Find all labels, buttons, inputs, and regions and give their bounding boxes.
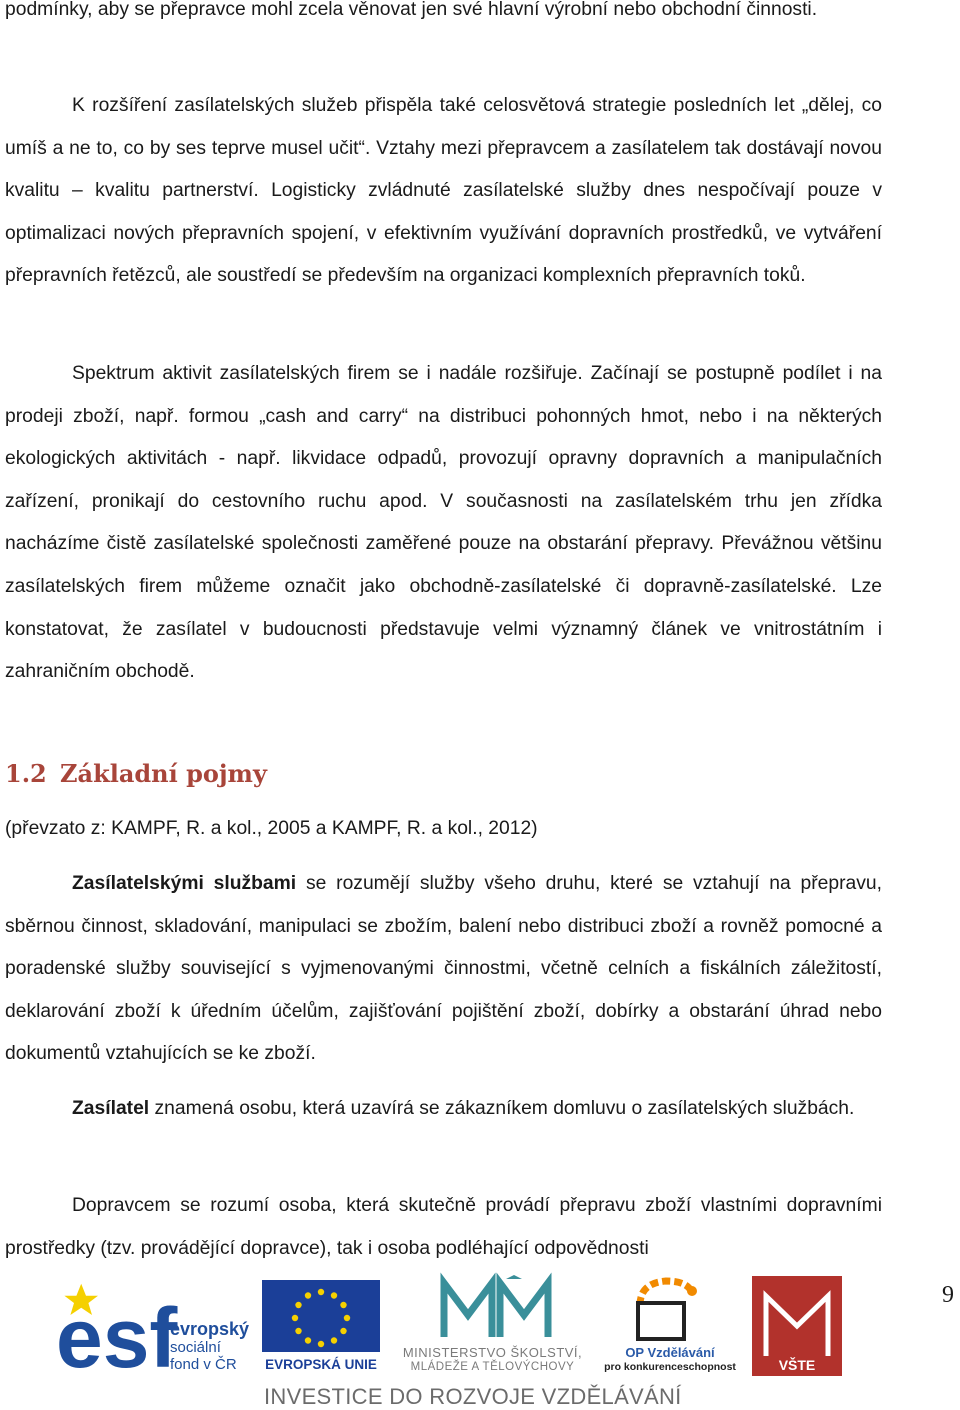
eu-label: EVROPSKÁ UNIE xyxy=(265,1357,377,1372)
op-vk-emblem-icon xyxy=(630,1275,710,1345)
msmt-logo xyxy=(390,1273,595,1373)
term-zasilatelske-sluzby: Zasílatelskými službami xyxy=(72,873,297,894)
eu-logo xyxy=(262,1280,380,1376)
eu-flag-icon xyxy=(262,1280,380,1352)
section-heading xyxy=(5,752,267,796)
definition-text: znamená osobu, která uzavírá se zákazníkem domluvu o zasílatelských službách. xyxy=(149,1098,855,1119)
definition-zasilatelske-sluzby xyxy=(5,863,882,1076)
vste-emblem-icon xyxy=(752,1276,842,1376)
definition-zasilatel xyxy=(5,1088,882,1131)
vste-label: VŠTE xyxy=(778,1357,816,1373)
term-zasilatel: Zasílatel xyxy=(72,1098,150,1119)
esf-line1: evropský xyxy=(170,1319,250,1339)
paragraph-spectrum: Spektrum aktivit zasílatelských firem se i nadále rozšiřuje. Začínají se postupně podílet i na prodeji zboží, např. formou „cash and carry“ na distribuci pohonných hmot, nebo i na některých ekologických aktivitách - např. likvidace odpadů, provozují opravny dopravních a manipulačních zařízení, pronikají do cestovního ruchu apod. V současnosti na zasílatelském trhu jen zřídka nacházíme čistě zasílatelské společnosti zaměřené pouze na obstarání přepravy. Převážnou většinu zasílatelských firem můžeme označit jako obchodně-zasílatelské či dopravně-zasílatelské. Lze konstatovat, že zasílatel v budoucnosti představuje velmi významný článek ve vnitrostátním i zahraničním obchodě. xyxy=(5,363,882,683)
esf-big-text: esf xyxy=(56,1291,178,1385)
definition-text: se rozumějí služby všeho druhu, které se vztahují na přepravu, sběrnou činnost, skladování, manipulaci se zbožím, balení nebo distribuci zboží a rovněž pomocné a poradenské služby související s vyjmenovanými činnostmi, včetně celních a fiskálních záležitostí, deklarování zboží k úředním účelům, zajišťování pojištění zboží, dobírky a obstarání úhrad nebo dokumentů vztahujících se ke zboží. xyxy=(5,873,882,1065)
msmt-line1: MINISTERSTVO ŠKOLSTVÍ, xyxy=(402,1345,583,1360)
section-title: Základní pojmy xyxy=(60,759,267,788)
definition-dopravce: Dopravcem se rozumí osoba, která skutečně provádí přepravu zboží vlastními dopravními prostředky (tzv. provádějící dopravce), tak i osoba podléhající odpovědnosti xyxy=(5,1195,882,1259)
paragraph-intro-end: podmínky, aby se přepravce mohl zcela věnovat jen své hlavní výrobní nebo obchodní činnosti. xyxy=(5,0,818,20)
op-line1: OP Vzdělávání xyxy=(625,1345,715,1360)
vste-logo xyxy=(752,1276,842,1376)
section-number: 1.2 xyxy=(5,759,47,788)
msmt-emblem-icon xyxy=(436,1275,556,1343)
esf-line3: fond v ČR xyxy=(170,1356,237,1373)
op-vk-logo xyxy=(600,1275,740,1375)
paragraph-strategy: K rozšíření zasílatelských služeb přispěla také celosvětová strategie posledních let „dělej, co umíš a ne to, co by ses teprve musel učit“. Vztahy mezi přepravcem a zasílatelem tak dostávají novou kvalitu – kvalitu partnerství. Logisticky zvládnuté zasílatelské služby dnes nespočívají pouze v optimalizaci nových přepravních spojení, v efektivním využívání dopravních prostředků, ve vytváření přepravních řetězců, ale soustředí se především na organizaci komplexních přepravních toků. xyxy=(5,95,882,287)
page-number: 9 xyxy=(942,1282,954,1308)
msmt-line2: MLÁDEŽE A TĚLOVÝCHOVY xyxy=(410,1361,575,1373)
esf-logo xyxy=(52,1275,262,1385)
esf-star-icon xyxy=(52,1279,178,1385)
source-citation: (převzato z: KAMPF, R. a kol., 2005 a KAMPF, R. a kol., 2012) xyxy=(5,818,538,839)
esf-line2: sociální xyxy=(170,1339,221,1356)
investice-slogan: INVESTICE DO ROZVOJE VZDĚLÁVÁNÍ xyxy=(264,1384,682,1409)
op-line2: pro konkurenceschopnost xyxy=(604,1361,736,1373)
